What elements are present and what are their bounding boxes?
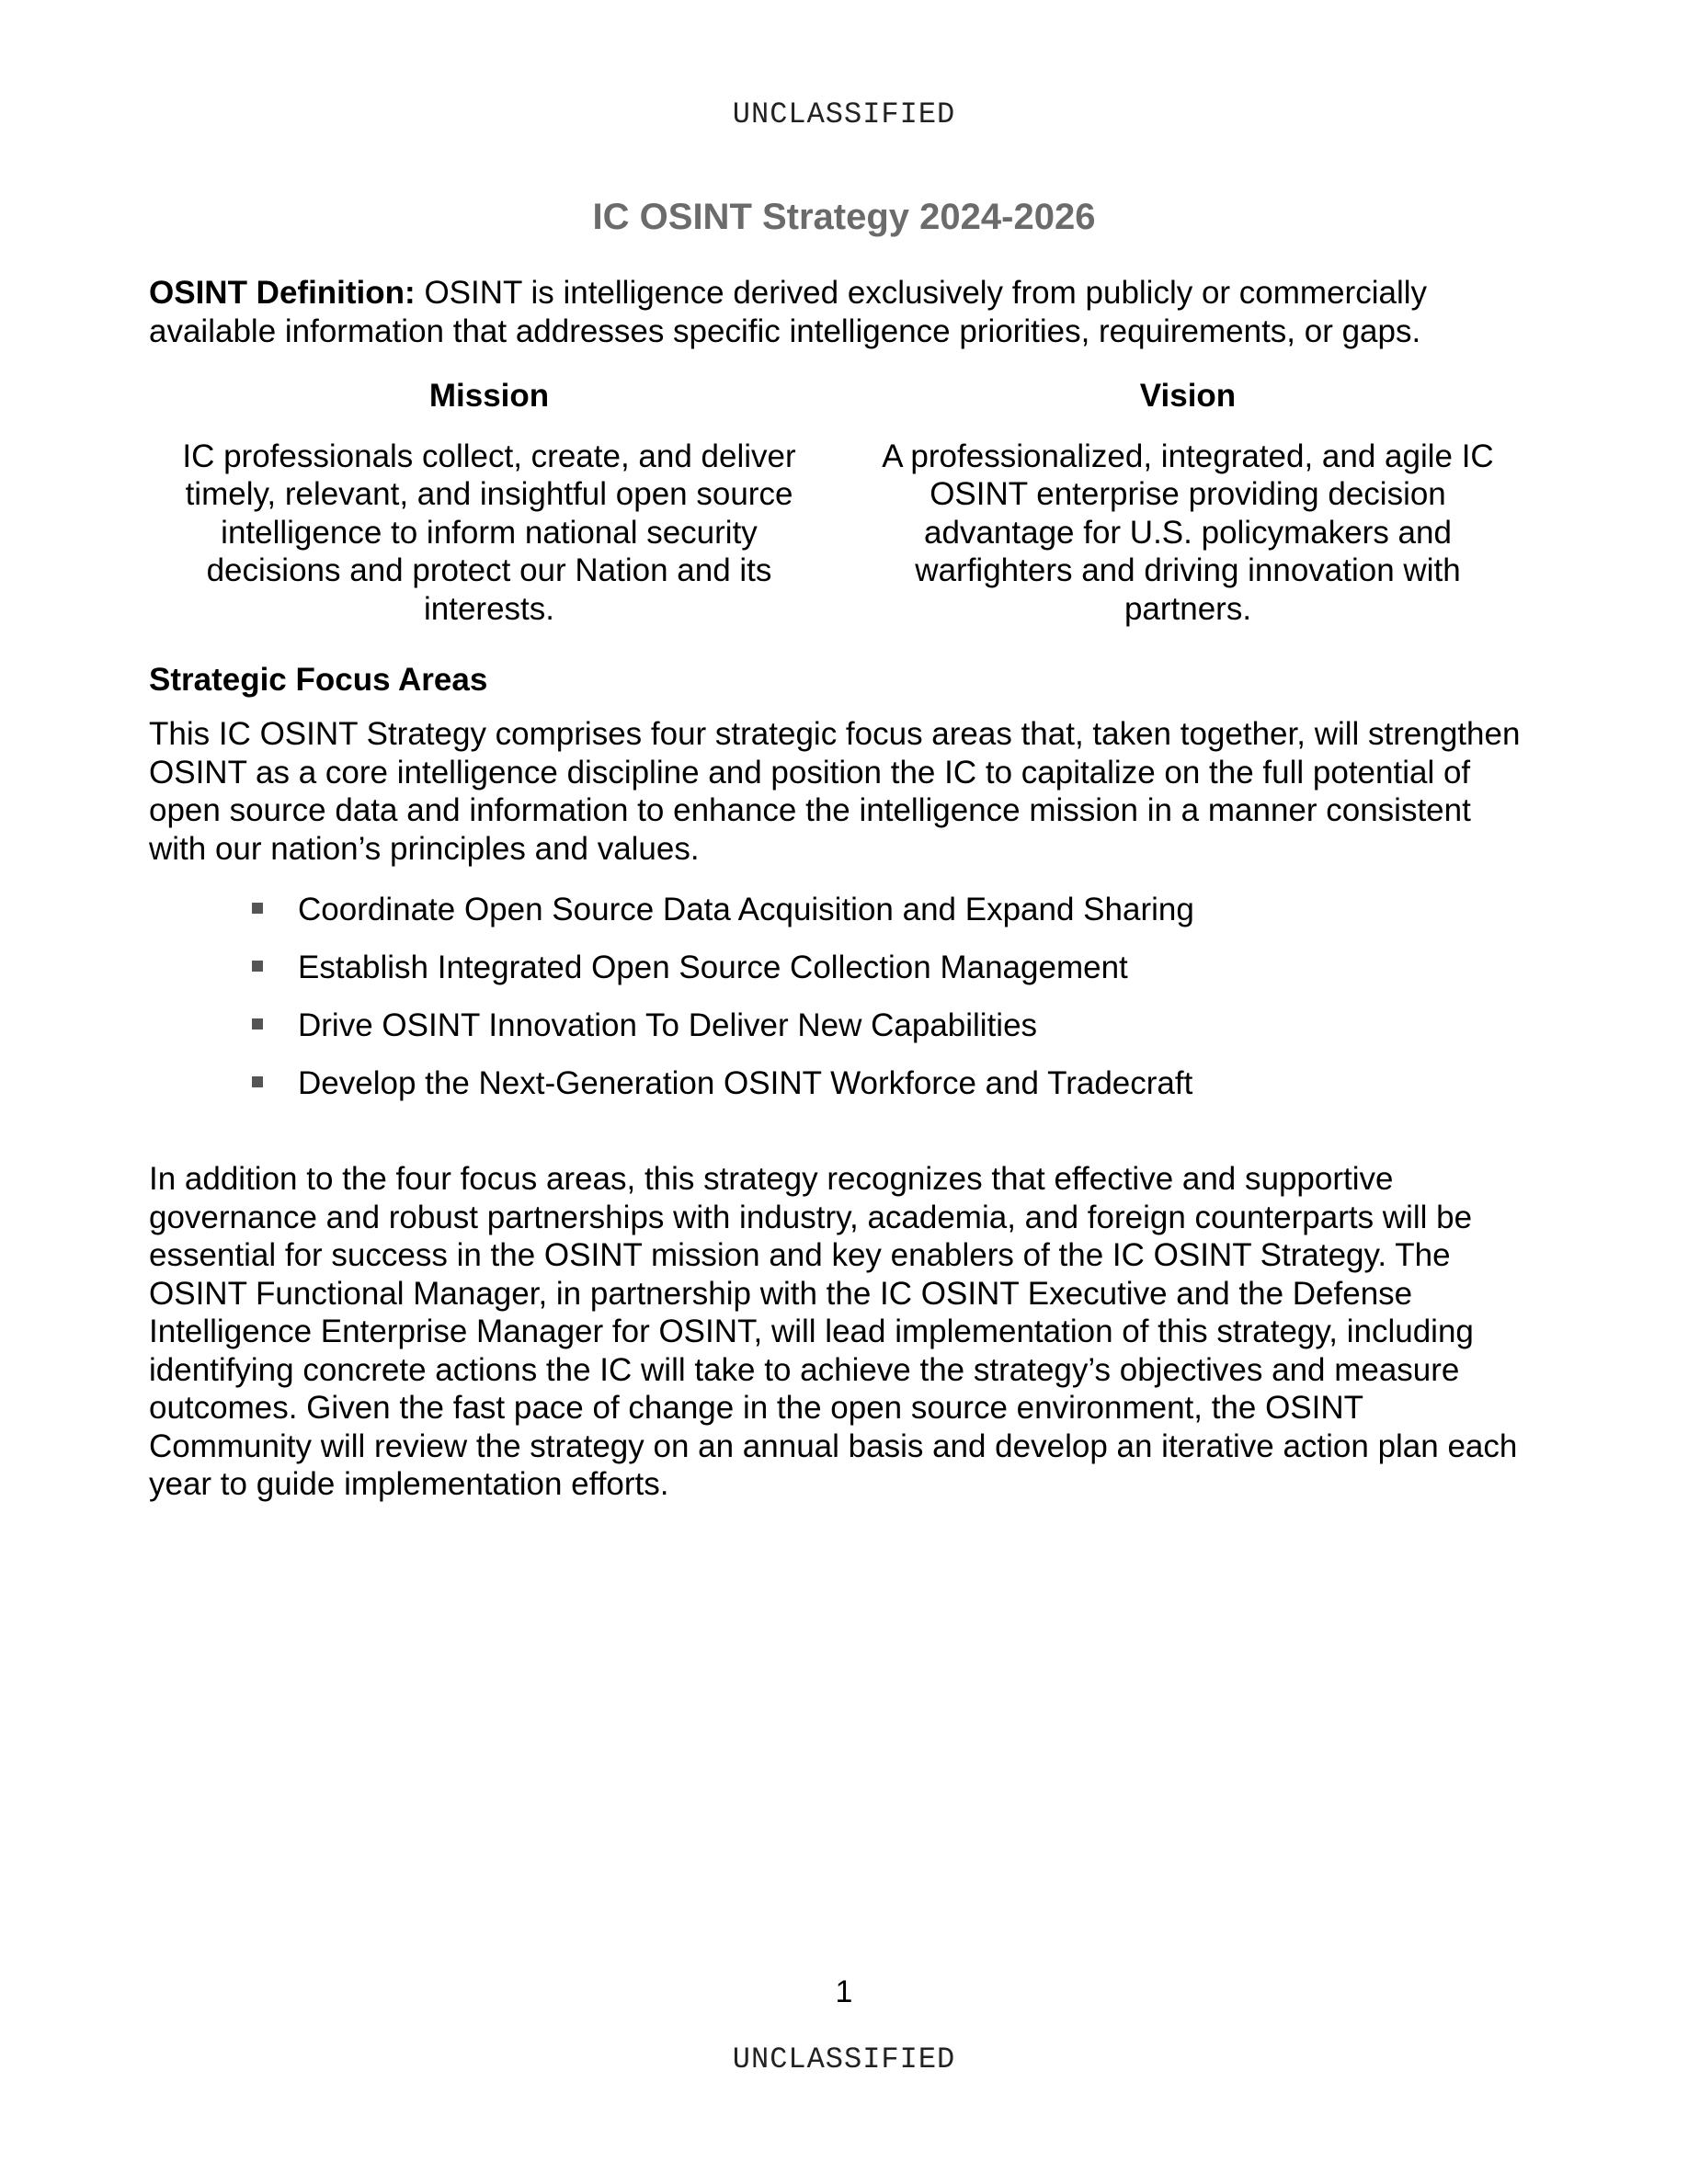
classification-footer: UNCLASSIFIED	[732, 2042, 956, 2076]
square-bullet-icon	[252, 1076, 263, 1087]
page-title: IC OSINT Strategy 2024-2026	[592, 197, 1096, 237]
focus-area-label: Develop the Next-Generation OSINT Workforce and Tradecraft	[298, 1065, 1193, 1101]
square-bullet-icon	[252, 1018, 263, 1029]
mission-vision-section	[149, 377, 1528, 628]
definition-label: OSINT Definition:	[149, 275, 416, 311]
square-bullet-icon	[252, 903, 263, 914]
mission-heading: Mission	[428, 378, 550, 414]
vision-heading: Vision	[1139, 378, 1237, 414]
vision-text: A professionalized, integrated, and agile IC OSINT enterprise providing decision advantage for U.S. policymakers and warfighters and driving innovation with partners.	[882, 438, 1494, 627]
mission-column	[149, 377, 829, 628]
focus-area-label: Drive OSINT Innovation To Deliver New Capabilities	[298, 1007, 1038, 1043]
list-item	[250, 1004, 1537, 1062]
page-number: 1	[835, 1974, 853, 2009]
focus-area-label: Establish Integrated Open Source Collection Management	[298, 950, 1128, 985]
closing-paragraph: In addition to the four focus areas, this strategy recognizes that effective and supportive governance and robust partnerships with industry, academia, and foreign counterparts will be essential for success in the OSINT mission and key enablers of the IC OSINT Strategy. The OSINT Functional Manager, in partnership with the IC OSINT Executive and the Defense Intelligence Enterprise Manager for OSINT, will lead implementation of this strategy, including identifying concrete actions the IC will take to achieve the strategy’s objectives and measure outcomes. Given the fast pace of change in the open source environment, the OSINT Community will review the strategy on an annual basis and develop an iterative action plan each year to guide implementation efforts.	[149, 1161, 1518, 1502]
focus-areas-list	[250, 888, 1537, 1120]
list-item	[250, 946, 1537, 1004]
osint-definition	[149, 274, 1528, 350]
mission-text: IC professionals collect, create, and deliver timely, relevant, and insightful open source intelligence to inform national security decisions and protect our Nation and its interests.	[182, 438, 796, 627]
definition-text: OSINT is intelligence derived exclusively from publicly or commercially available information that addresses specific intelligence priorities, requirements, or gaps.	[149, 275, 1427, 349]
focus-areas-heading: Strategic Focus Areas	[149, 662, 488, 698]
list-item	[250, 888, 1537, 946]
square-bullet-icon	[252, 961, 263, 972]
list-item	[250, 1062, 1537, 1120]
classification-header: UNCLASSIFIED	[732, 97, 956, 131]
focus-areas-intro: This IC OSINT Strategy comprises four strategic focus areas that, taken together, will strengthen OSINT as a core intelligence discipline and position the IC to capitalize on the full potential of open source data and information to enhance the intelligence mission in a manner consistent with our nation’s principles and values.	[149, 716, 1521, 867]
focus-area-label: Coordinate Open Source Data Acquisition and Expand Sharing	[298, 892, 1194, 927]
vision-column	[848, 377, 1528, 628]
